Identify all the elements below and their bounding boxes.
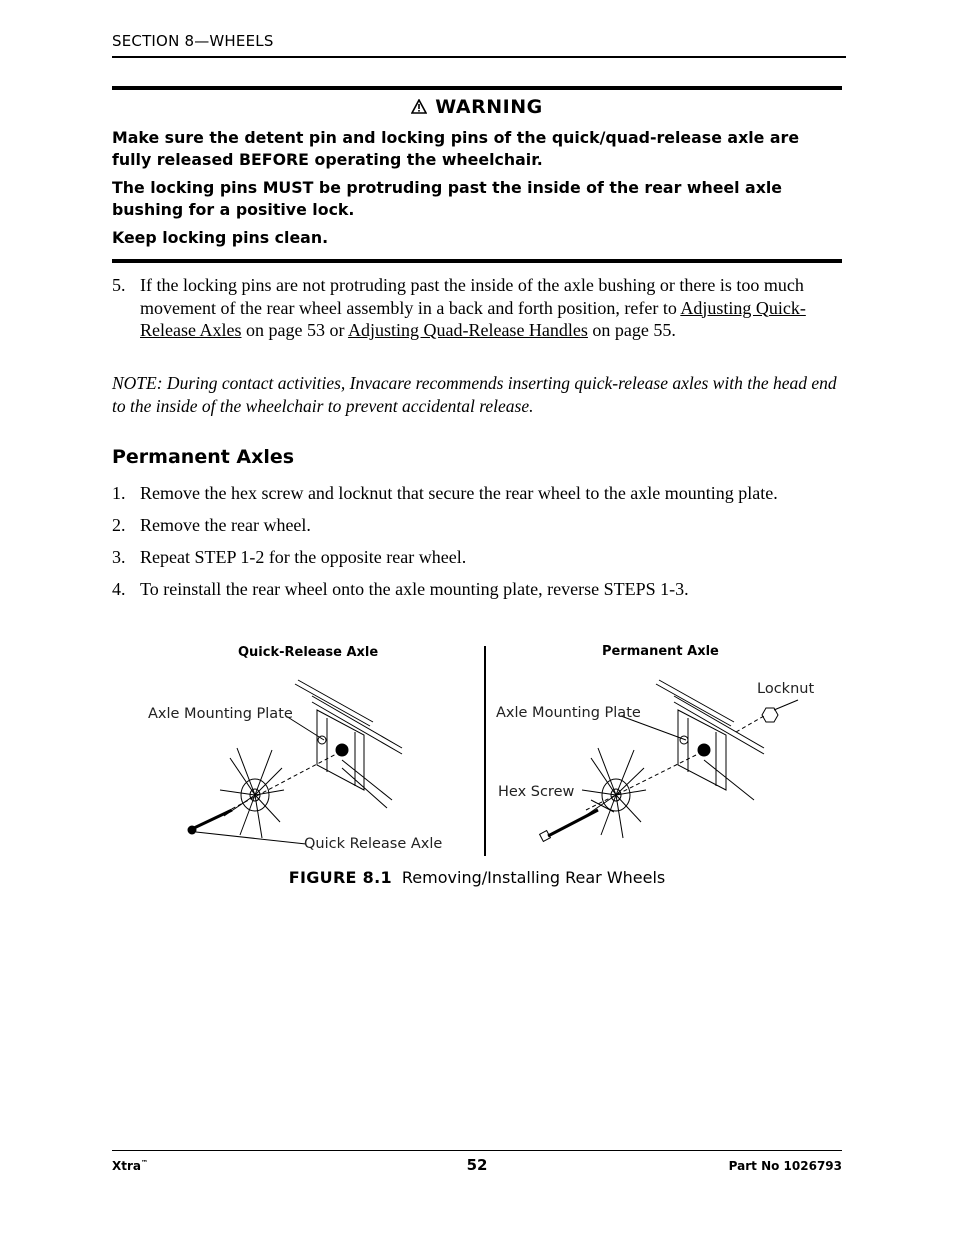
step-text-part: If the locking pins are not protruding past the inside of the axle bushing or there is too much movement of the rear wheel assembly in a back and forth position, refer to	[140, 275, 804, 318]
figure-caption-label: FIGURE 8.1	[288, 868, 392, 887]
list-item	[112, 578, 842, 601]
permanent-axle-illustration	[486, 640, 842, 860]
link-adjusting-quad-release-handles[interactable]: Adjusting Quad-Release Handles	[347, 320, 588, 340]
step-text: Remove the hex screw and locknut that secure the rear wheel to the axle mounting plate.	[140, 483, 778, 503]
callout-quick-release-axle: Quick Release Axle	[304, 836, 443, 852]
callout-hex-screw: Hex Screw	[498, 784, 575, 800]
page-header	[112, 32, 846, 58]
page-footer	[112, 1150, 842, 1174]
callout-locknut: Locknut	[757, 681, 815, 697]
callout-axle-mounting-plate-left: Axle Mounting Plate	[148, 706, 293, 722]
figure-caption-text: Removing/Installing Rear Wheels	[401, 868, 666, 887]
step-number: 4.	[112, 579, 126, 599]
section-heading: Permanent Axles	[112, 446, 295, 468]
step-text: Repeat STEP 1-2 for the opposite rear wheel.	[140, 547, 467, 567]
note: NOTE: During contact activities, Invacare recommends inserting quick-release axles with the head end to the inside of the wheelchair to prevent accidental release.	[112, 373, 837, 416]
trademark-symbol: ™	[141, 1159, 149, 1167]
steps-list	[112, 482, 842, 610]
step-number: 3.	[112, 547, 126, 567]
section-title: SECTION 8—WHEELS	[112, 32, 274, 50]
step-number: 2.	[112, 515, 126, 535]
step-text: To reinstall the rear wheel onto the axle mounting plate, reverse STEPS 1-3.	[140, 579, 689, 599]
list-item	[112, 482, 842, 505]
right-panel-title: Permanent Axle	[602, 644, 719, 659]
page-number: 52	[466, 1156, 488, 1174]
step-number: 5.	[112, 275, 126, 295]
left-panel-title: Quick-Release Axle	[238, 645, 379, 660]
step-text-part: on page 53 or	[241, 320, 348, 340]
footer-product-name: Xtra	[112, 1159, 142, 1173]
warning-paragraph: The locking pins MUST be protruding past the inside of the rear wheel axle bushing for a positive lock.	[112, 177, 783, 219]
warning-title	[112, 96, 842, 119]
callout-axle-mounting-plate-right: Axle Mounting Plate	[496, 705, 641, 721]
step-text	[140, 274, 842, 342]
warning-paragraph: Keep locking pins clean.	[112, 227, 329, 247]
step-5	[112, 274, 842, 342]
quick-release-axle-illustration	[112, 640, 484, 860]
step-number: 1.	[112, 483, 126, 503]
list-item	[112, 514, 842, 537]
warning-title-text: WARNING	[435, 96, 543, 118]
step-text-part: on page 55.	[587, 320, 676, 340]
link-adjusting-quick-release-axles[interactable]: Adjusting Quick-Release Axles	[140, 297, 806, 340]
step-text: Remove the rear wheel.	[140, 515, 311, 535]
warning-box	[112, 86, 842, 263]
figure-8-1	[112, 640, 842, 900]
part-number: Part No 1026793	[728, 1159, 842, 1173]
warning-triangle-icon	[411, 97, 427, 119]
figure-caption	[112, 868, 842, 887]
warning-paragraph: Make sure the detent pin and locking pins of the quick/quad-release axle are fully released BEFORE operating the wheelchair.	[112, 127, 800, 169]
list-item	[112, 546, 842, 569]
